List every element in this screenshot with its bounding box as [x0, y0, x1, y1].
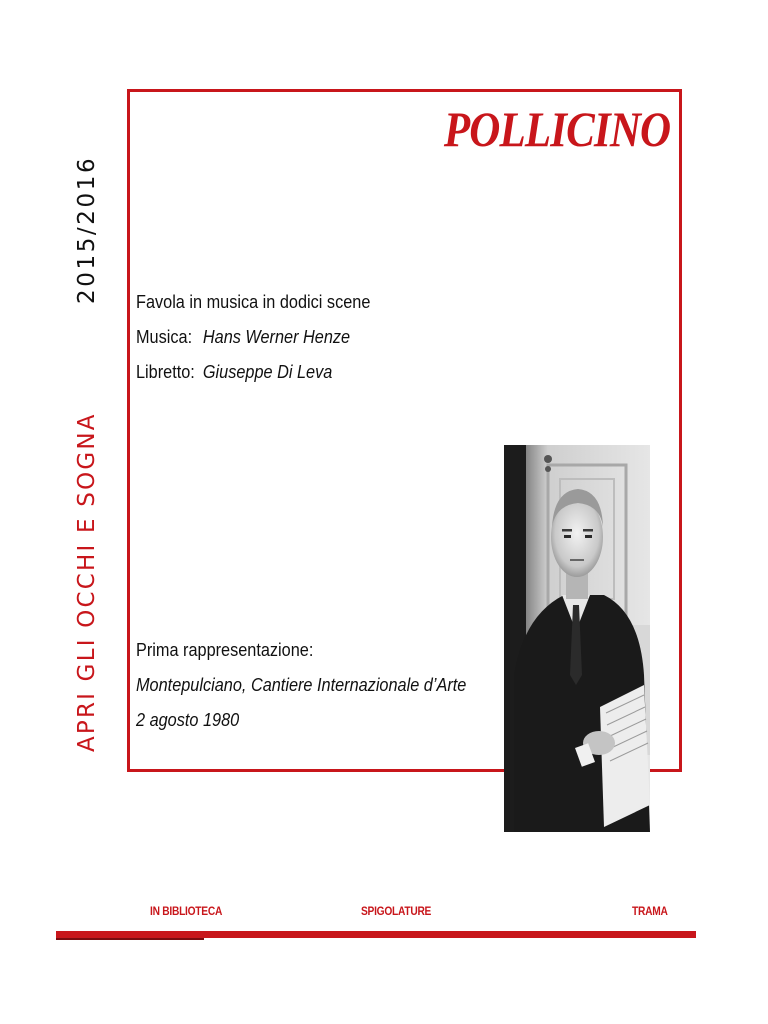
libretto-label: Libretto: [136, 361, 195, 382]
credits-block [136, 284, 402, 389]
side-banner [60, 96, 120, 756]
portrait-illustration [504, 445, 650, 832]
subtitle: Favola in musica in dodici scene [136, 291, 371, 312]
premiere-label: Prima rappresentazione: [136, 639, 314, 660]
page-title: POLLICINO [443, 101, 670, 157]
portrait-photo [504, 445, 650, 832]
libretto-credit [136, 354, 370, 389]
music-credit [136, 319, 370, 354]
music-label: Musica: [136, 326, 193, 347]
music-value: Hans Werner Henze [202, 326, 351, 347]
libretto-value: Giuseppe Di Leva [202, 361, 333, 382]
side-banner-text: APRI GLI OCCHI E SOGNA [74, 412, 100, 752]
premiere-date: 2 agosto 1980 [136, 709, 240, 730]
nav-trama[interactable]: TRAMA [632, 904, 668, 918]
premiere-block [136, 632, 511, 737]
nav-active-indicator [56, 938, 204, 940]
nav-spigolature[interactable]: SPIGOLATURE [361, 904, 432, 918]
nav-divider-bar [56, 931, 696, 938]
bottom-nav [0, 904, 768, 924]
side-banner-year: 2015/2016 [74, 155, 100, 304]
premiere-place: Montepulciano, Cantiere Internazionale d’Arte [136, 674, 467, 695]
nav-in-biblioteca[interactable]: IN BIBLIOTECA [150, 904, 223, 918]
side-banner-svg [60, 96, 120, 756]
